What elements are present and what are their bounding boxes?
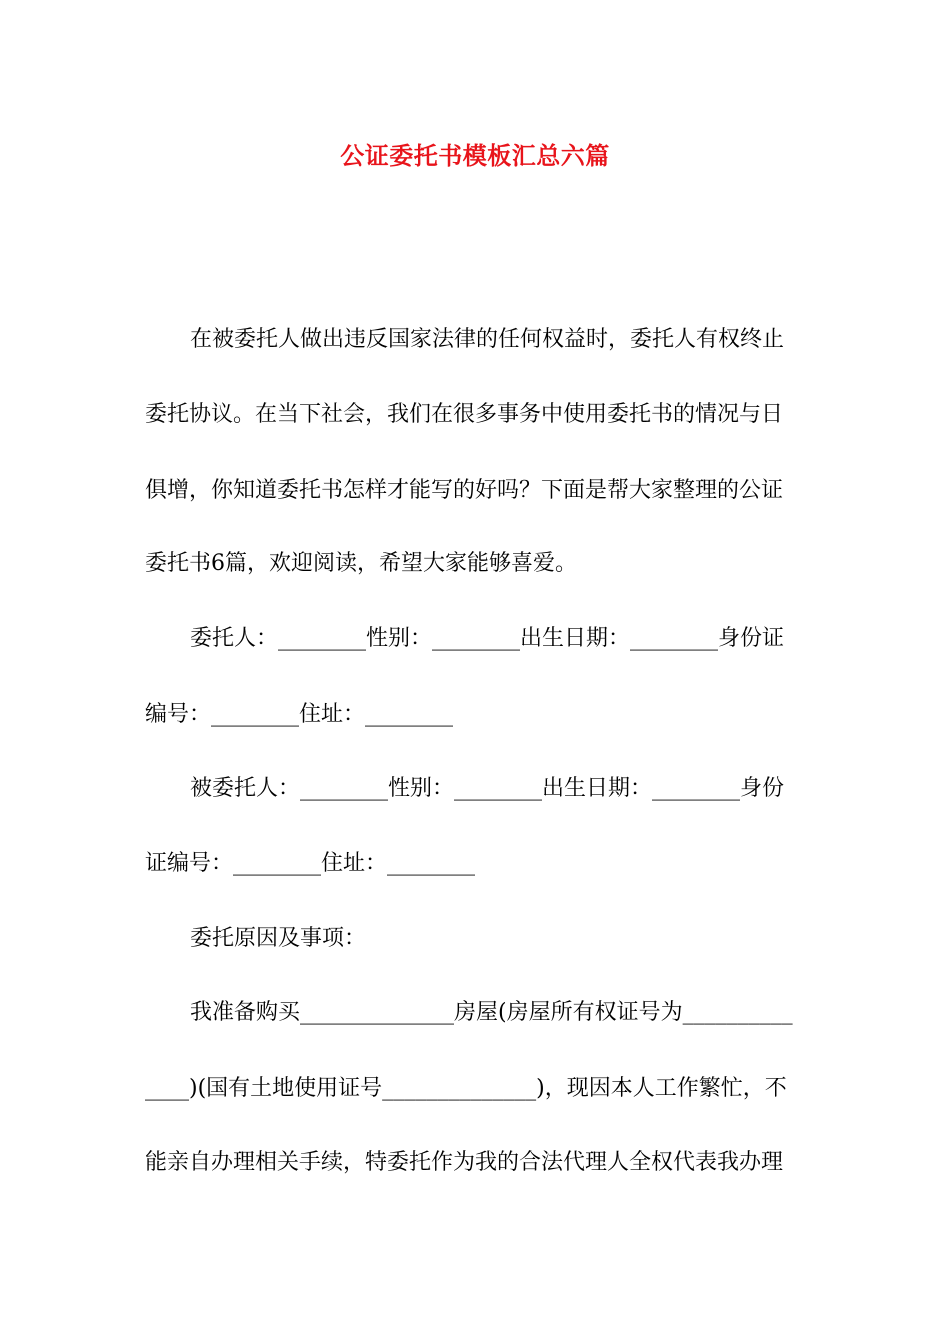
paragraph-line: 委托书6篇，欢迎阅读，希望大家能够喜爱。 (145, 551, 577, 576)
agent-info-line: 被委托人：________性别：________出生日期：________身份 (190, 776, 785, 801)
paragraph-line: 俱增，你知道委托书怎样才能写的好吗？下面是帮大家整理的公证 (145, 478, 784, 503)
paragraph-line: 在被委托人做出违反国家法律的任何权益时，委托人有权终止 (190, 327, 785, 352)
principal-info-line: 编号：________住址：________ (145, 702, 454, 727)
section-heading: 委托原因及事项： (190, 926, 367, 951)
agent-info-line: 证编号：________住址：________ (145, 851, 476, 876)
paragraph-line: 委托协议。在当下社会，我们在很多事务中使用委托书的情况与日 (145, 402, 784, 427)
paragraph-line: 能亲自办理相关手续，特委托作为我的合法代理人全权代表我办理 (145, 1150, 784, 1175)
principal-info-line: 委托人：________性别：________出生日期：________身份证 (190, 626, 785, 651)
paragraph-line: ____)(国有土地使用证号______________)，现因本人工作繁忙，不 (145, 1076, 787, 1101)
paragraph-line: 我准备购买______________房屋(房屋所有权证号为__________ (190, 1000, 793, 1025)
document-title: 公证委托书模板汇总六篇 (340, 141, 610, 170)
